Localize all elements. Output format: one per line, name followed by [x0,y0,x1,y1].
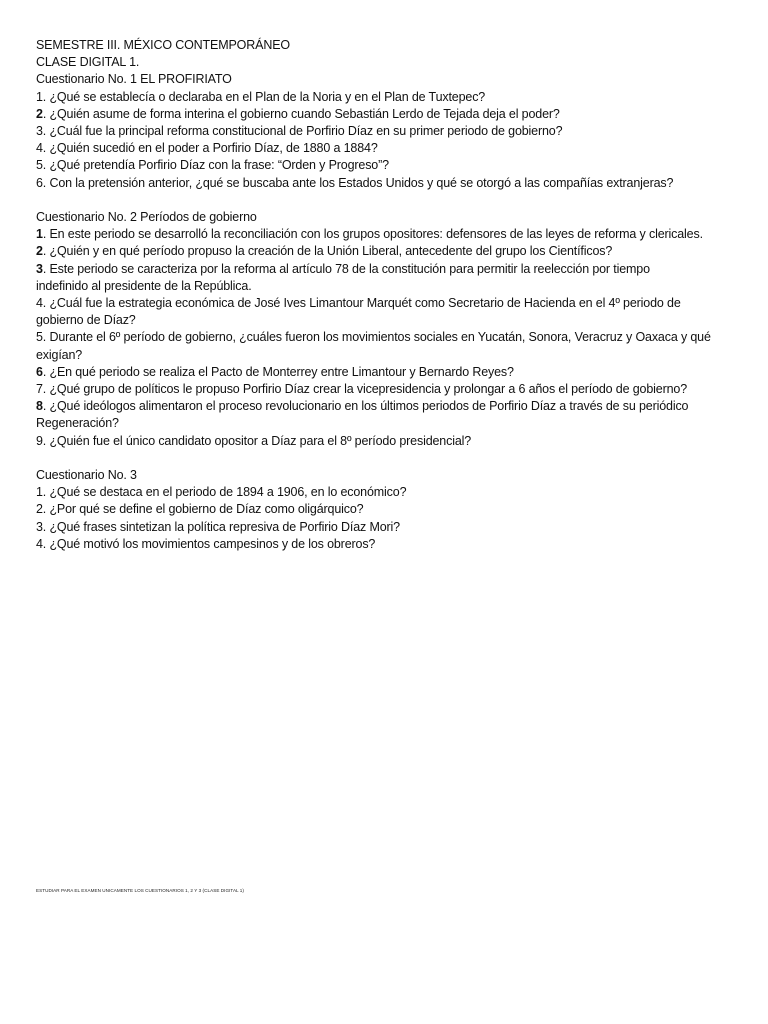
questionnaire-3-title: Cuestionario No. 3 [36,468,137,483]
question-item: 2. ¿Quién asume de forma interina el gobierno cuando Sebastián Lerdo de Tejada deja el poder? [36,106,560,121]
question-item-continuation: exigían? [36,347,83,362]
question-item: 3. Este periodo se caracteriza por la reforma al artículo 78 de la constitución para permitir la reelección por tiempo [36,261,650,276]
question-item: 2. ¿Por qué se define el gobierno de Díaz como oligárquico? [36,502,364,517]
question-item: 3. ¿Qué frases sintetizan la política represiva de Porfirio Díaz Mori? [36,519,400,534]
semester-heading: SEMESTRE III. MÉXICO CONTEMPORÁNEO [36,38,290,52]
question-item: 2. ¿Quién y en qué período propuso la creación de la Unión Liberal, antecedente del grupo los Científicos? [36,244,613,259]
footer-note: ESTUDIAR PARA EL EXAMEN UNICAMENTE LOS CUESTIONARIOS 1, 2 Y 3 (CLASE DIGITAL 1) [36,888,244,893]
question-item-continuation: Regeneración? [36,416,119,431]
question-item: 6. Con la pretensión anterior, ¿qué se buscaba ante los Estados Unidos y qué se otorgó a las compañías extranjeras? [36,175,674,190]
question-item: 7. ¿Qué grupo de políticos le propuso Porfirio Díaz crear la vicepresidencia y prolongar a 6 años el período de gobierno? [36,382,687,397]
question-item: 4. ¿Cuál fue la estrategia económica de José Ives Limantour Marquét como Secretario de Hacienda en el 4º periodo de [36,296,681,311]
questionnaire-2-title: Cuestionario No. 2 Períodos de gobierno [36,210,257,225]
question-item-continuation: indefinido al presidente de la República. [36,278,252,293]
document-body [36,37,748,553]
question-item: 3. ¿Cuál fue la principal reforma constitucional de Porfirio Díaz en su primer periodo de gobierno? [36,124,563,139]
section-spacer [36,192,748,209]
question-item: 1. ¿Qué se destaca en el periodo de 1894 a 1906, en lo económico? [36,485,407,500]
section-spacer [36,450,748,467]
question-item: 1. En este periodo se desarrolló la reconciliación con los grupos opositores: defensores de las leyes de reforma y clericales. [36,227,703,242]
question-item: 4. ¿Qué motivó los movimientos campesinos y de los obreros? [36,536,376,551]
question-item: 1. ¿Qué se establecía o declaraba en el Plan de la Noria y en el Plan de Tuxtepec? [36,89,486,104]
question-item: 9. ¿Quién fue el único candidato opositor a Díaz para el 8º período presidencial? [36,433,472,448]
questionnaire-1-title: Cuestionario No. 1 EL PROFIRIATO [36,72,232,87]
question-item-continuation: gobierno de Díaz? [36,313,136,328]
question-item: 5. ¿Qué pretendía Porfirio Díaz con la frase: “Orden y Progreso”? [36,158,389,173]
class-heading: CLASE DIGITAL 1. [36,55,140,70]
question-item: 6. ¿En qué periodo se realiza el Pacto de Monterrey entre Limantour y Bernardo Reyes? [36,364,514,379]
question-item: 4. ¿Quién sucedió en el poder a Porfirio Díaz, de 1880 a 1884? [36,141,378,156]
question-item: 8. ¿Qué ideólogos alimentaron el proceso revolucionario en los últimos periodos de Porfirio Díaz a través de su periódico [36,399,689,414]
question-item: 5. Durante el 6º período de gobierno, ¿cuáles fueron los movimientos sociales en Yucatán, Sonora, Veracruz y Oaxaca y qué [36,330,711,345]
